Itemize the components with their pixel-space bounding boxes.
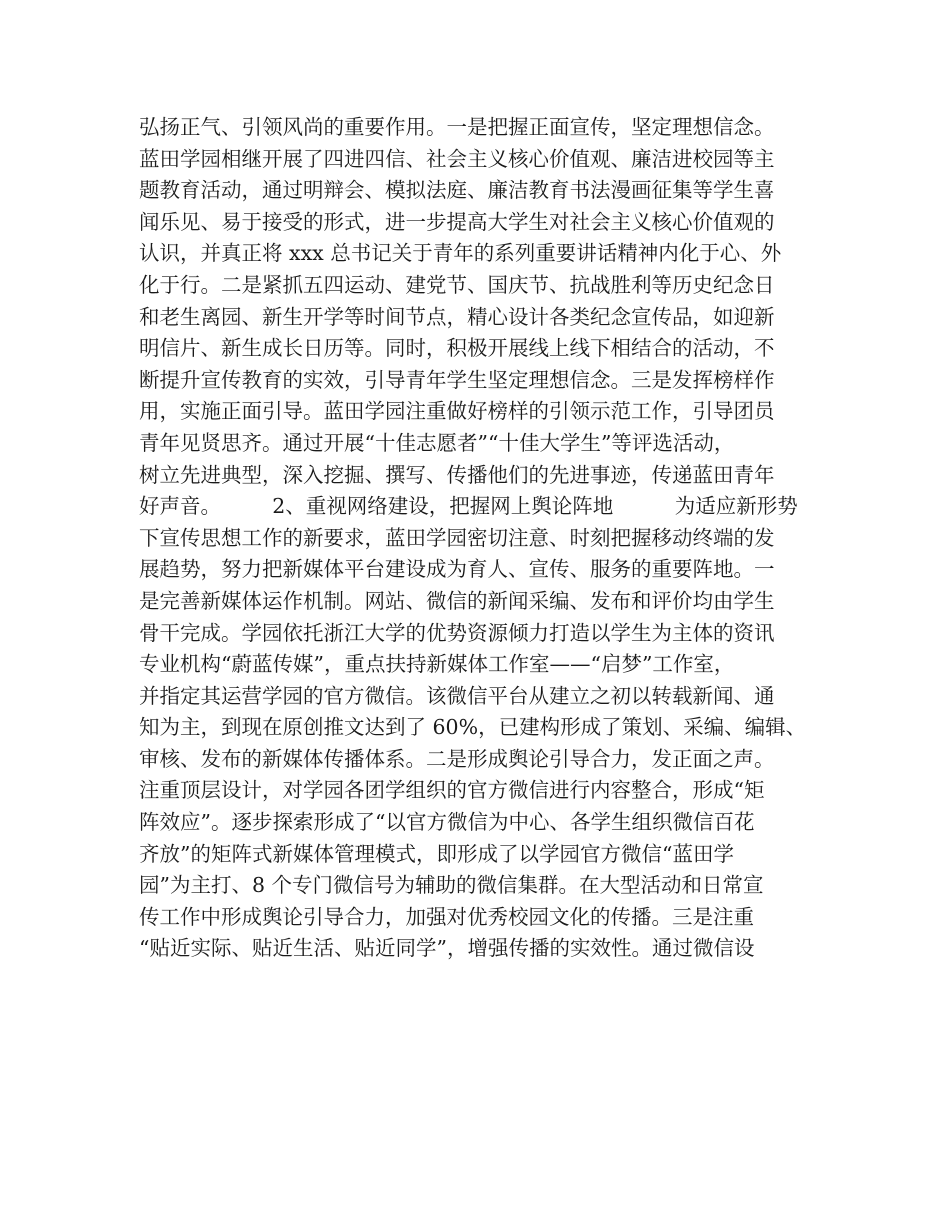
text-line: 并指定其运营学园的官方微信。该微信平台从建立之初以转载新闻、通 — [139, 683, 775, 708]
text-line: 化于行。二是紧抓五四运动、建党节、国庆节、抗战胜利等历史纪念日 — [139, 272, 775, 297]
text-line: 下宣传思想工作的新要求，蓝田学园密切注意、时刻把握移动终端的发 — [139, 525, 775, 550]
text-line: 审核、发布的新媒体传播体系。二是形成舆论引导合力，发正面之声。 — [139, 746, 775, 771]
text-line: 弘扬正气、引领风尚的重要作用。一是把握正面宣传，坚定理想信念。 — [139, 115, 775, 139]
text-line: 齐放”的矩阵式新媒体管理模式，即形成了以学园官方微信“蓝田学 — [139, 841, 734, 866]
text-line: 树立先进典型，深入挖掘、撰写、传播他们的先进事迹，传递蓝田青年 — [139, 462, 775, 487]
text-line: 阵效应”。逐步探索形成了“以官方微信为中心、各学生组织微信百花 — [139, 810, 755, 835]
text-line: 专业机构“蔚蓝传媒”，重点扶持新媒体工作室——“启梦”工作室， — [139, 652, 735, 677]
text-line: 园”为主打、8 个专门微信号为辅助的微信集群。在大型活动和日常宣 — [139, 873, 764, 898]
text-line: 青年见贤思齐。通过开展“十佳志愿者”“十佳大学生”等评选活动， — [139, 430, 735, 455]
text-line: 骨干完成。学园依托浙江大学的优势资源倾力打造以学生为主体的资讯 — [139, 620, 775, 645]
text-line: 认识，并真正将 xxx 总书记关于青年的系列重要讲话精神内化于心、外 — [139, 241, 782, 266]
text-line: 注重顶层设计，对学园各团学组织的官方微信进行内容整合，形成“矩 — [139, 778, 765, 803]
text-line: 明信片、新生成长日历等。同时，积极开展线上线下相结合的活动，不 — [139, 336, 775, 361]
text-line: “贴近实际、贴近生活、贴近同学”，增强传播的实效性。通过微信设 — [139, 936, 755, 961]
text-line: 蓝田学园相继开展了四进四信、社会主义核心价值观、廉洁进校园等主 — [139, 146, 775, 171]
text-line: 传工作中形成舆论引导合力，加强对优秀校园文化的传播。三是注重 — [139, 904, 754, 929]
text-line: 展趋势，努力把新媒体平台建设成为育人、宣传、服务的重要阵地。一 — [139, 557, 775, 582]
text-line: 好声音。 2、重视网络建设，把握网上舆论阵地 为适应新形势 — [139, 494, 798, 519]
text-line: 知为主，到现在原创推文达到了 60%，已建构形成了策划、采编、编辑、 — [139, 715, 807, 740]
body-text — [139, 112, 839, 965]
text-line: 题教育活动，通过明辩会、模拟法庭、廉洁教育书法漫画征集等学生喜 — [139, 178, 775, 203]
text-line: 和老生离园、新生开学等时间节点，精心设计各类纪念宣传品，如迎新 — [139, 304, 775, 329]
text-line: 用，实施正面引导。蓝田学园注重做好榜样的引领示范工作，引导团员 — [139, 399, 775, 424]
text-line: 断提升宣传教育的实效，引导青年学生坚定理想信念。三是发挥榜样作 — [139, 367, 775, 392]
text-line: 是完善新媒体运作机制。网站、微信的新闻采编、发布和评价均由学生 — [139, 588, 775, 613]
text-line: 闻乐见、易于接受的形式，进一步提高大学生对社会主义核心价值观的 — [139, 209, 775, 234]
